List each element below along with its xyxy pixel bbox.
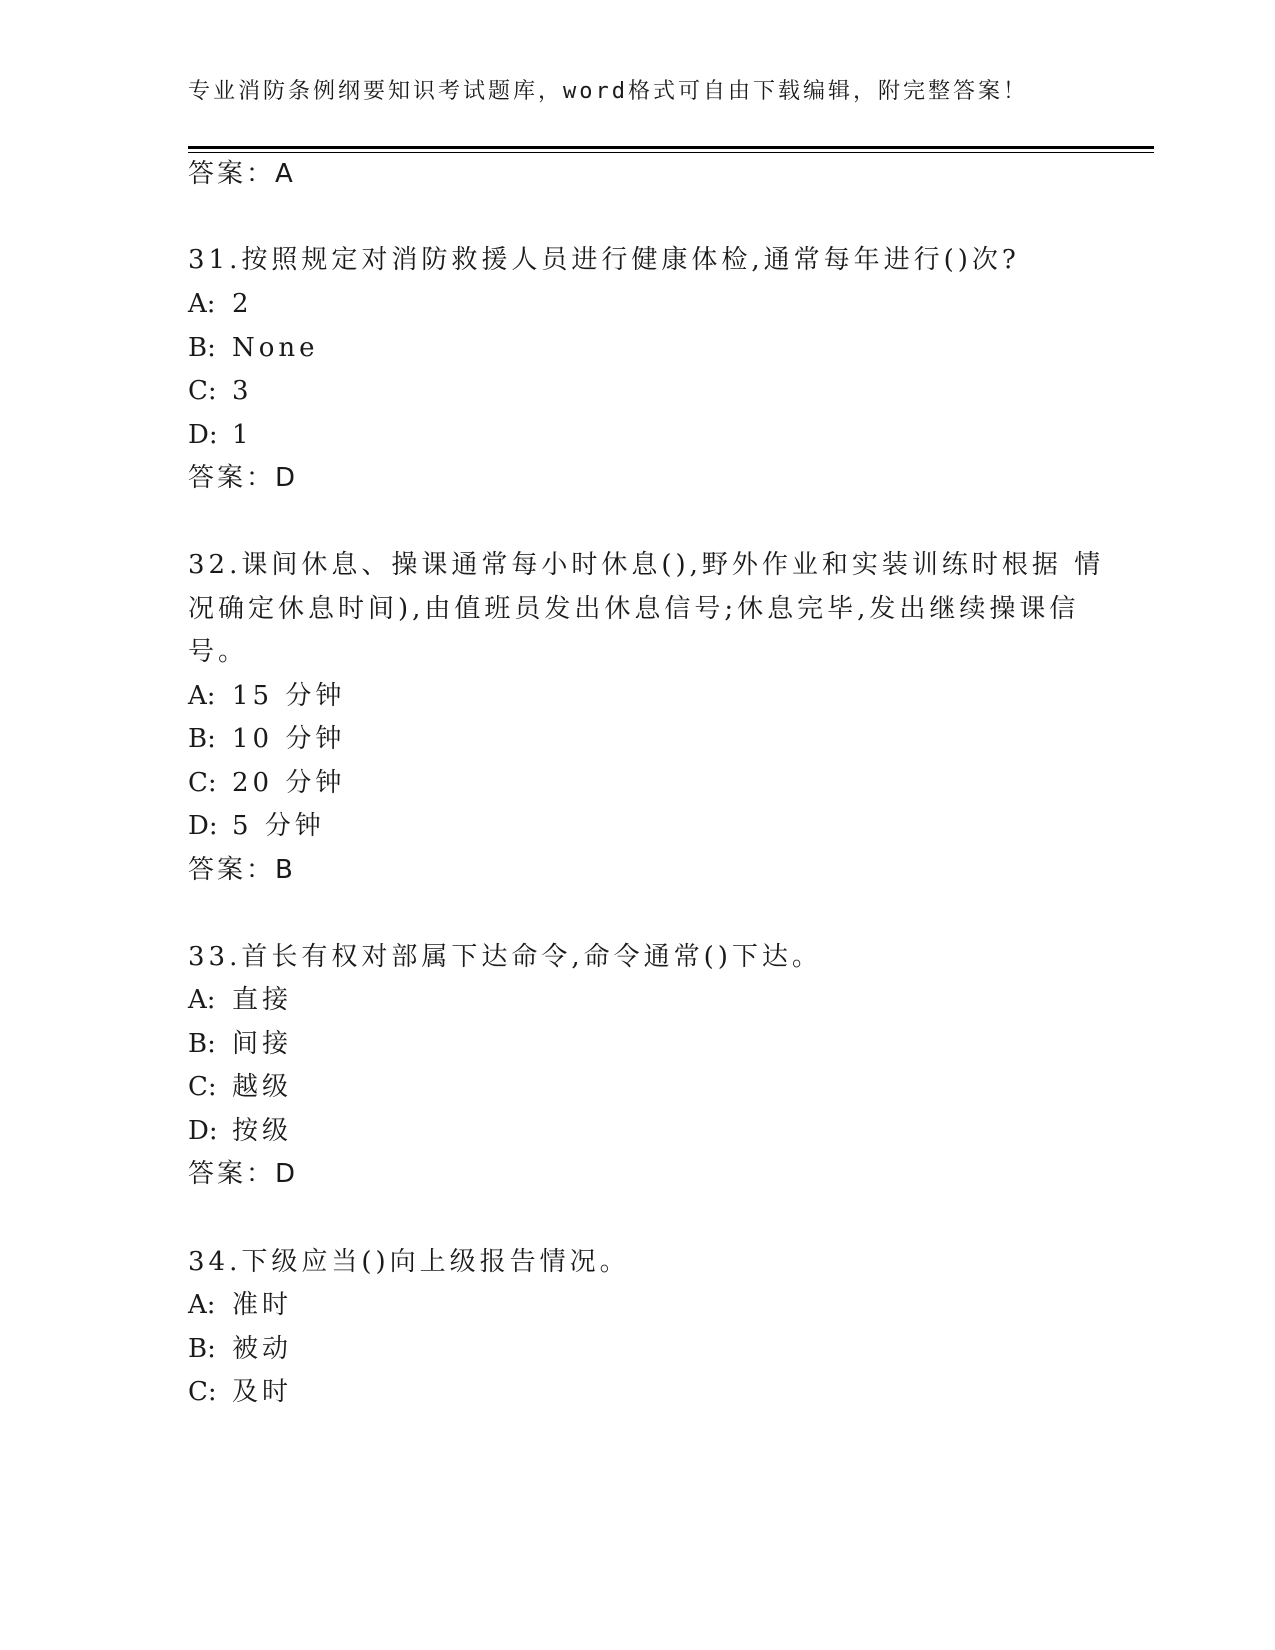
option-text: 15 分钟: [232, 681, 346, 711]
option-text: 20 分钟: [232, 768, 346, 798]
question-34-option-b: [188, 1326, 292, 1372]
option-text: 1: [232, 420, 253, 450]
option-text: 5 分钟: [232, 811, 325, 841]
question-33-text: 33.首长有权对部属下达命令,命令通常()下达。: [188, 942, 822, 972]
question-32-text-line-2: 况确定休息时间),由值班员发出休息信号;休息完毕,发出继续操课信: [188, 594, 1080, 624]
option-text: 3: [232, 376, 253, 406]
option-label: B:: [188, 724, 216, 754]
question-33-option-b: [188, 1021, 292, 1067]
header-rule-thick: [188, 146, 1154, 149]
question-33-option-d: [188, 1108, 292, 1154]
option-label: C:: [188, 376, 217, 406]
option-label: C:: [188, 1072, 217, 1102]
question-33-option-a: [188, 977, 292, 1023]
option-label: C:: [188, 1377, 217, 1407]
option-text: 被动: [232, 1334, 293, 1364]
option-label: D:: [188, 811, 218, 841]
option-label: A:: [188, 681, 216, 711]
option-text: 10 分钟: [232, 724, 346, 754]
option-label: B:: [188, 333, 216, 363]
option-text: 准时: [232, 1290, 293, 1320]
option-label: D:: [188, 420, 218, 450]
page-header: 专业消防条例纲要知识考试题库，word格式可自由下载编辑，附完整答案！: [188, 79, 1028, 104]
option-label: B:: [188, 1029, 216, 1059]
option-label: A:: [188, 1290, 216, 1320]
question-32-text-line-1: 32.课间休息、操课通常每小时休息(),野外作业和实装训练时根据 情: [188, 550, 1105, 580]
question-32-text-line-3: 号。: [188, 637, 249, 667]
option-text: 按级: [232, 1116, 293, 1146]
option-text: 及时: [232, 1377, 293, 1407]
question-34-option-a: [188, 1282, 292, 1328]
previous-answer: 答案：A: [188, 159, 296, 189]
header-rule-thin: [188, 152, 1154, 153]
question-34-text: 34.下级应当()向上级报告情况。: [188, 1247, 630, 1277]
question-33-option-c: [188, 1064, 292, 1110]
option-label: C:: [188, 768, 217, 798]
question-32-option-c: [188, 760, 345, 806]
option-text: 间接: [232, 1029, 293, 1059]
question-32-option-d: [188, 803, 325, 849]
option-text: 2: [232, 289, 253, 319]
question-31-option-c: [188, 368, 253, 414]
option-text: 越级: [232, 1072, 293, 1102]
option-text: None: [232, 333, 319, 363]
option-label: B:: [188, 1334, 216, 1364]
option-label: A:: [188, 289, 216, 319]
option-label: D:: [188, 1116, 218, 1146]
question-31-option-d: [188, 412, 253, 458]
question-31-text: 31.按照规定对消防救援人员进行健康体检,通常每年进行()次?: [188, 245, 1020, 275]
question-31-option-b: [188, 325, 319, 371]
question-31-answer: 答案：D: [188, 463, 299, 493]
option-text: 直接: [232, 985, 293, 1015]
question-32-option-a: [188, 673, 345, 719]
question-32-option-b: [188, 716, 345, 762]
question-33-answer: 答案：D: [188, 1159, 299, 1189]
question-34-option-c: [188, 1369, 292, 1415]
question-32-answer: 答案：B: [188, 855, 296, 885]
option-label: A:: [188, 985, 216, 1015]
question-31-option-a: [188, 281, 253, 327]
